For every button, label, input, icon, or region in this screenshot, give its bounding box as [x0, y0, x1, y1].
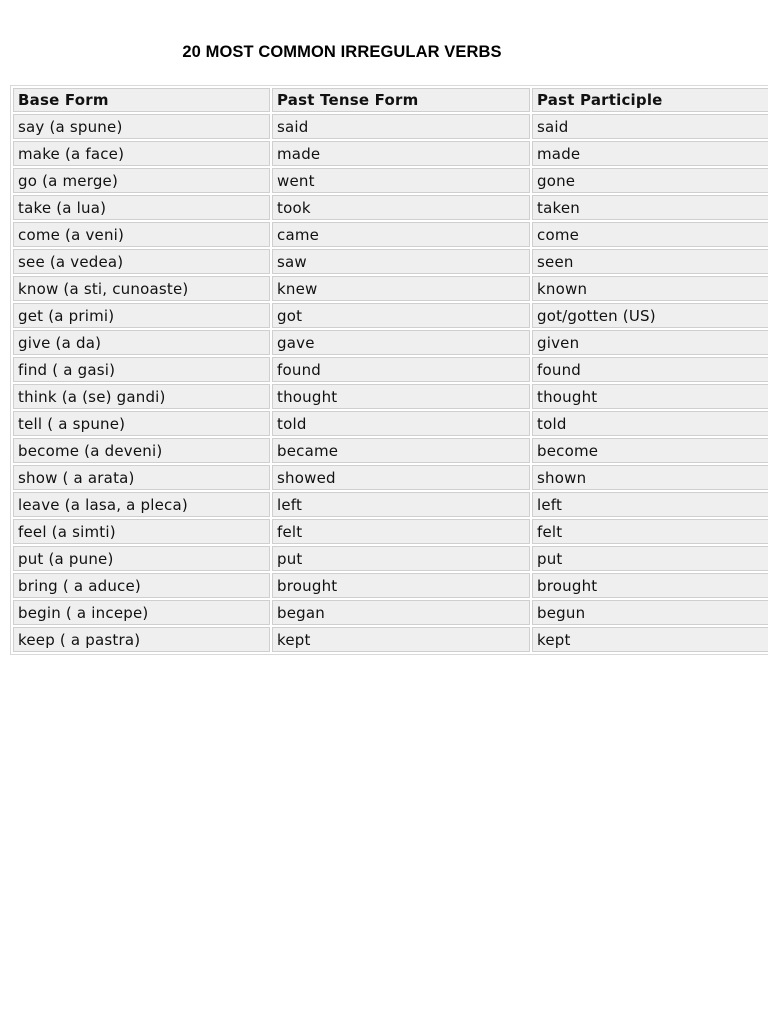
cell-past-tense: went [272, 168, 530, 193]
cell-past-participle: put [532, 546, 768, 571]
table-row [13, 465, 768, 490]
cell-base-form: leave (a lasa, a pleca) [13, 492, 270, 517]
cell-base-form: tell ( a spune) [13, 411, 270, 436]
table-row [13, 546, 768, 571]
document-title: 20 MOST COMMON IRREGULAR VERBS [182, 43, 502, 61]
cell-base-form: give (a da) [13, 330, 270, 355]
table-row [13, 222, 768, 247]
table-body [13, 114, 768, 652]
cell-past-participle: become [532, 438, 768, 463]
table-row [13, 168, 768, 193]
cell-past-participle: seen [532, 249, 768, 274]
table-row [13, 492, 768, 517]
cell-past-participle: given [532, 330, 768, 355]
cell-past-participle: told [532, 411, 768, 436]
table-row [13, 627, 768, 652]
table-row [13, 438, 768, 463]
cell-past-tense: kept [272, 627, 530, 652]
cell-past-participle: left [532, 492, 768, 517]
cell-base-form: put (a pune) [13, 546, 270, 571]
table-row [13, 195, 768, 220]
table-row [13, 330, 768, 355]
cell-base-form: say (a spune) [13, 114, 270, 139]
cell-past-tense: said [272, 114, 530, 139]
cell-past-tense: became [272, 438, 530, 463]
cell-past-tense: got [272, 303, 530, 328]
header-row [13, 88, 768, 112]
cell-past-tense: brought [272, 573, 530, 598]
cell-base-form: make (a face) [13, 141, 270, 166]
cell-past-participle: said [532, 114, 768, 139]
cell-past-tense: felt [272, 519, 530, 544]
table-row [13, 303, 768, 328]
cell-past-tense: found [272, 357, 530, 382]
table-row [13, 519, 768, 544]
cell-past-participle: known [532, 276, 768, 301]
cell-base-form: become (a deveni) [13, 438, 270, 463]
cell-past-participle: taken [532, 195, 768, 220]
table-header [13, 88, 768, 112]
cell-past-tense: told [272, 411, 530, 436]
header-past-tense-form: Past Tense Form [272, 88, 530, 112]
header-past-participle: Past Participle [532, 88, 768, 112]
cell-past-participle: made [532, 141, 768, 166]
cell-past-tense: saw [272, 249, 530, 274]
cell-base-form: take (a lua) [13, 195, 270, 220]
cell-past-tense: began [272, 600, 530, 625]
cell-base-form: come (a veni) [13, 222, 270, 247]
cell-base-form: keep ( a pastra) [13, 627, 270, 652]
table-row [13, 600, 768, 625]
cell-past-participle: gone [532, 168, 768, 193]
table-row [13, 384, 768, 409]
cell-past-tense: made [272, 141, 530, 166]
cell-past-tense: came [272, 222, 530, 247]
table-row [13, 249, 768, 274]
table-row [13, 276, 768, 301]
cell-base-form: know (a sti, cunoaste) [13, 276, 270, 301]
cell-past-tense: left [272, 492, 530, 517]
cell-past-participle: come [532, 222, 768, 247]
cell-past-participle: thought [532, 384, 768, 409]
cell-base-form: show ( a arata) [13, 465, 270, 490]
cell-past-participle: begun [532, 600, 768, 625]
cell-base-form: find ( a gasi) [13, 357, 270, 382]
cell-past-participle: brought [532, 573, 768, 598]
cell-past-tense: thought [272, 384, 530, 409]
cell-base-form: begin ( a incepe) [13, 600, 270, 625]
cell-base-form: see (a vedea) [13, 249, 270, 274]
cell-past-tense: put [272, 546, 530, 571]
cell-base-form: feel (a simti) [13, 519, 270, 544]
cell-past-participle: got/gotten (US) [532, 303, 768, 328]
header-base-form: Base Form [13, 88, 270, 112]
table-row [13, 357, 768, 382]
cell-past-tense: gave [272, 330, 530, 355]
cell-past-participle: shown [532, 465, 768, 490]
cell-base-form: go (a merge) [13, 168, 270, 193]
table-row [13, 411, 768, 436]
cell-past-participle: felt [532, 519, 768, 544]
cell-base-form: bring ( a aduce) [13, 573, 270, 598]
cell-past-participle: kept [532, 627, 768, 652]
cell-past-tense: knew [272, 276, 530, 301]
table-row [13, 573, 768, 598]
irregular-verbs-table [10, 85, 768, 655]
table-row [13, 114, 768, 139]
cell-base-form: think (a (se) gandi) [13, 384, 270, 409]
cell-past-tense: took [272, 195, 530, 220]
table-row [13, 141, 768, 166]
cell-base-form: get (a primi) [13, 303, 270, 328]
cell-past-tense: showed [272, 465, 530, 490]
cell-past-participle: found [532, 357, 768, 382]
